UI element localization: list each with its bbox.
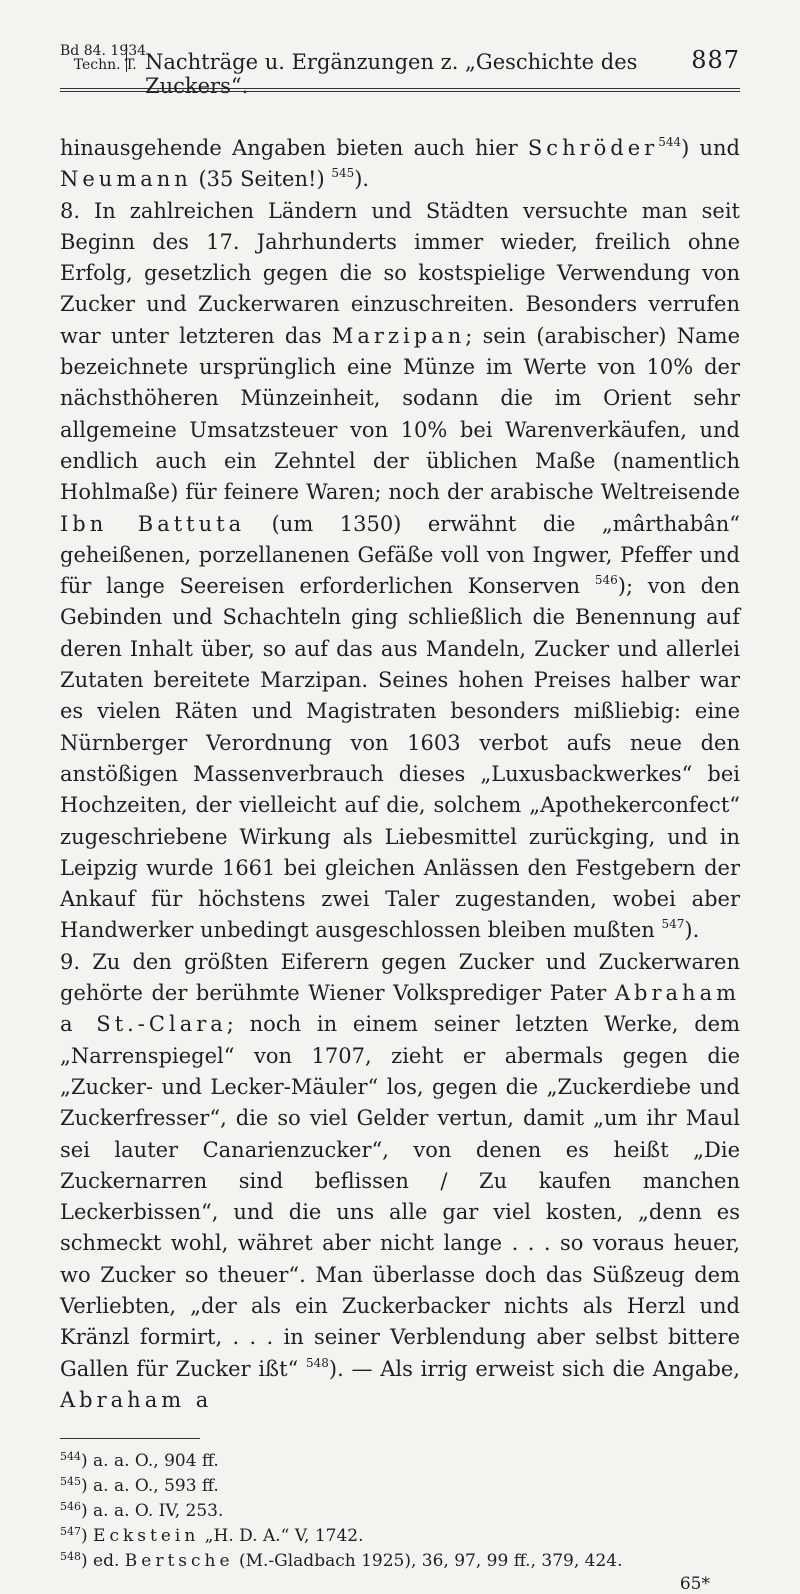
footnote-reference: 548 [306, 1355, 329, 1370]
footnote-number: 548 [60, 1550, 81, 1564]
running-header [60, 43, 740, 98]
text-run: (M.-Gladbach 1925), 36, 97, 99 ff., 379, 424. [233, 1551, 623, 1572]
spaced-name: Neumann [60, 167, 192, 192]
text-run: ) [81, 1526, 94, 1547]
footnote [60, 1449, 740, 1474]
footnote-reference: 544 [658, 135, 682, 149]
footnote-number: 546 [60, 1500, 81, 1514]
footnote [60, 1499, 740, 1524]
text-run: „H. D. A.“ V, 1742. [199, 1526, 364, 1547]
text-run: hinausgehende Angaben bieten auch hier [60, 136, 528, 160]
footnote [60, 1549, 740, 1574]
running-title: Nachträge u. Ergänzungen z. „Geschichte des Zuckers“. [145, 50, 638, 98]
paragraph [60, 133, 740, 196]
spaced-name: Marzipan [331, 323, 466, 348]
text-run: ; noch in einem seiner letzten Werke, dem „Narrenspiegel“ von 1707, zieht er abermals gegen die „Zucker- und Lecker-Mäuler“ los, gegen die „Zuckerdiebe und Zuckerfresser“, die so viel Gelder vertun, damit „um ihr Maul sei lauter Canarienzucker“, von denen es heißt „Die Zuckernarren sind beflissen / Zu kaufen manchen Leckerbissen“, und die uns alle gar viel kosten, „denn es schmeckt wohl, währet aber nicht lange . . . so voraus heuer, wo Zucker so theuer“. Man überlasse doch das Süßzeug dem Verliebten, „der als ein Zuckerbacker nichts als Herzl und Kränzl formirt, . . . in seiner Verblendung aber selbst bittere Gallen für Zucker ißt“ [60, 1012, 740, 1381]
spaced-name: Bertsche [124, 1551, 234, 1572]
text-run: ) a. a. O. IV, 253. [81, 1501, 224, 1522]
spaced-name: Schröder [527, 136, 659, 160]
footnote-reference: 547 [661, 917, 685, 932]
spaced-name: Eckstein [93, 1526, 200, 1547]
text-run: ) ed. [81, 1551, 125, 1572]
text-run: ; sein (arabischer) Name bezeichnete ursprünglich eine Münze im Werte von 10% der nächsthöheren Münzeinheit, sodann die im Orient sehr allgemeine Umsatzsteuer von 10% bei Warenverkäufen, und endlich auch ein Zehntel der üblichen Maße (namentlich Hohlmaße) für feinere Waren; noch der arabische Weltreisende [60, 323, 741, 505]
spaced-name: Abraham a [60, 1387, 213, 1412]
volume-line-1: Bd 84. 1934. [60, 43, 151, 59]
text-run: ) und [681, 136, 740, 160]
text-run: ); von den Gebinden und Schachteln ging schließlich die Benennung auf deren Inhalt über, so auf das aus Mandeln, Zucker und allerlei Zutaten bereitete Marzipan. Seines hohen Preises halber war es vielen Räten und Magistraten besonders mißliebig: eine Nürnberger Verordnung von 1603 verbot aufs neue den anstößigen Massenverbrauch dieses „Luxusbackwerkes“ bei Hochzeiten, der vielleicht auf die, solchem „Apothekerconfect“ zugeschriebene Wirkung als Liebesmittel zurückging, und in Leipzig wurde 1661 bei gleichen Anlässen den Festgebern der Ankauf für höchstens zwei Taler zugestanden, wobei aber Handwerker unbedingt ausgeschlossen bleiben mußten [60, 574, 740, 943]
footnote-number: 547 [60, 1525, 81, 1539]
text-run: ). [684, 918, 700, 943]
footnote-reference: 545 [331, 166, 355, 181]
volume-line-2: Techn. T. [73, 57, 137, 73]
footnote [60, 1474, 740, 1499]
spaced-name: Abraham a St.-Clara [60, 981, 740, 1037]
header-double-rule [60, 91, 740, 92]
text-run: (35 Seiten!) [191, 167, 332, 192]
footnote-number: 544 [60, 1450, 81, 1464]
footnote [60, 1524, 740, 1549]
footnotes [60, 1449, 740, 1574]
text-run: ) a. a. O., 593 ff. [81, 1476, 219, 1497]
text-run: 8. In zahlreichen Ländern und Städten versuchte man seit Beginn des 17. Jahrhunderts immer wieder, freilich ohne Erfolg, gesetzlich gegen die so kostspielige Verwendung von Zucker und Zuckerwaren einzuschreiten. Besonders verrufen war unter letzteren das [60, 198, 740, 348]
text-run: ). — Als irrig erweist sich die Angabe, [328, 1356, 740, 1381]
signature-mark: 65* [679, 1574, 710, 1594]
page [60, 44, 740, 1594]
footnote-number: 545 [60, 1475, 81, 1489]
footnote-rule [60, 1438, 200, 1439]
text-run: 9. Zu den größten Eiferern gegen Zucker und Zuckerwaren gehörte der berühmte Wiener Volksprediger Pater [60, 949, 740, 1006]
paragraph [60, 947, 740, 1416]
page-number: 887 [691, 46, 740, 74]
text-run: ) a. a. O., 904 ff. [81, 1451, 219, 1472]
spaced-name: Ibn Battuta [60, 511, 246, 536]
text-run: (um 1350) erwähnt die „mârthabân“ geheißenen, porzellanenen Gefäße voll von Ingwer, Pfeffer und für lange Seereisen erforderlichen Konserven [60, 511, 740, 599]
text-run: ). [354, 167, 370, 192]
body-text [60, 133, 740, 1416]
volume-info [60, 44, 151, 72]
paragraph [60, 196, 740, 947]
footnote-reference: 546 [594, 573, 618, 588]
header-bracket [126, 44, 127, 72]
